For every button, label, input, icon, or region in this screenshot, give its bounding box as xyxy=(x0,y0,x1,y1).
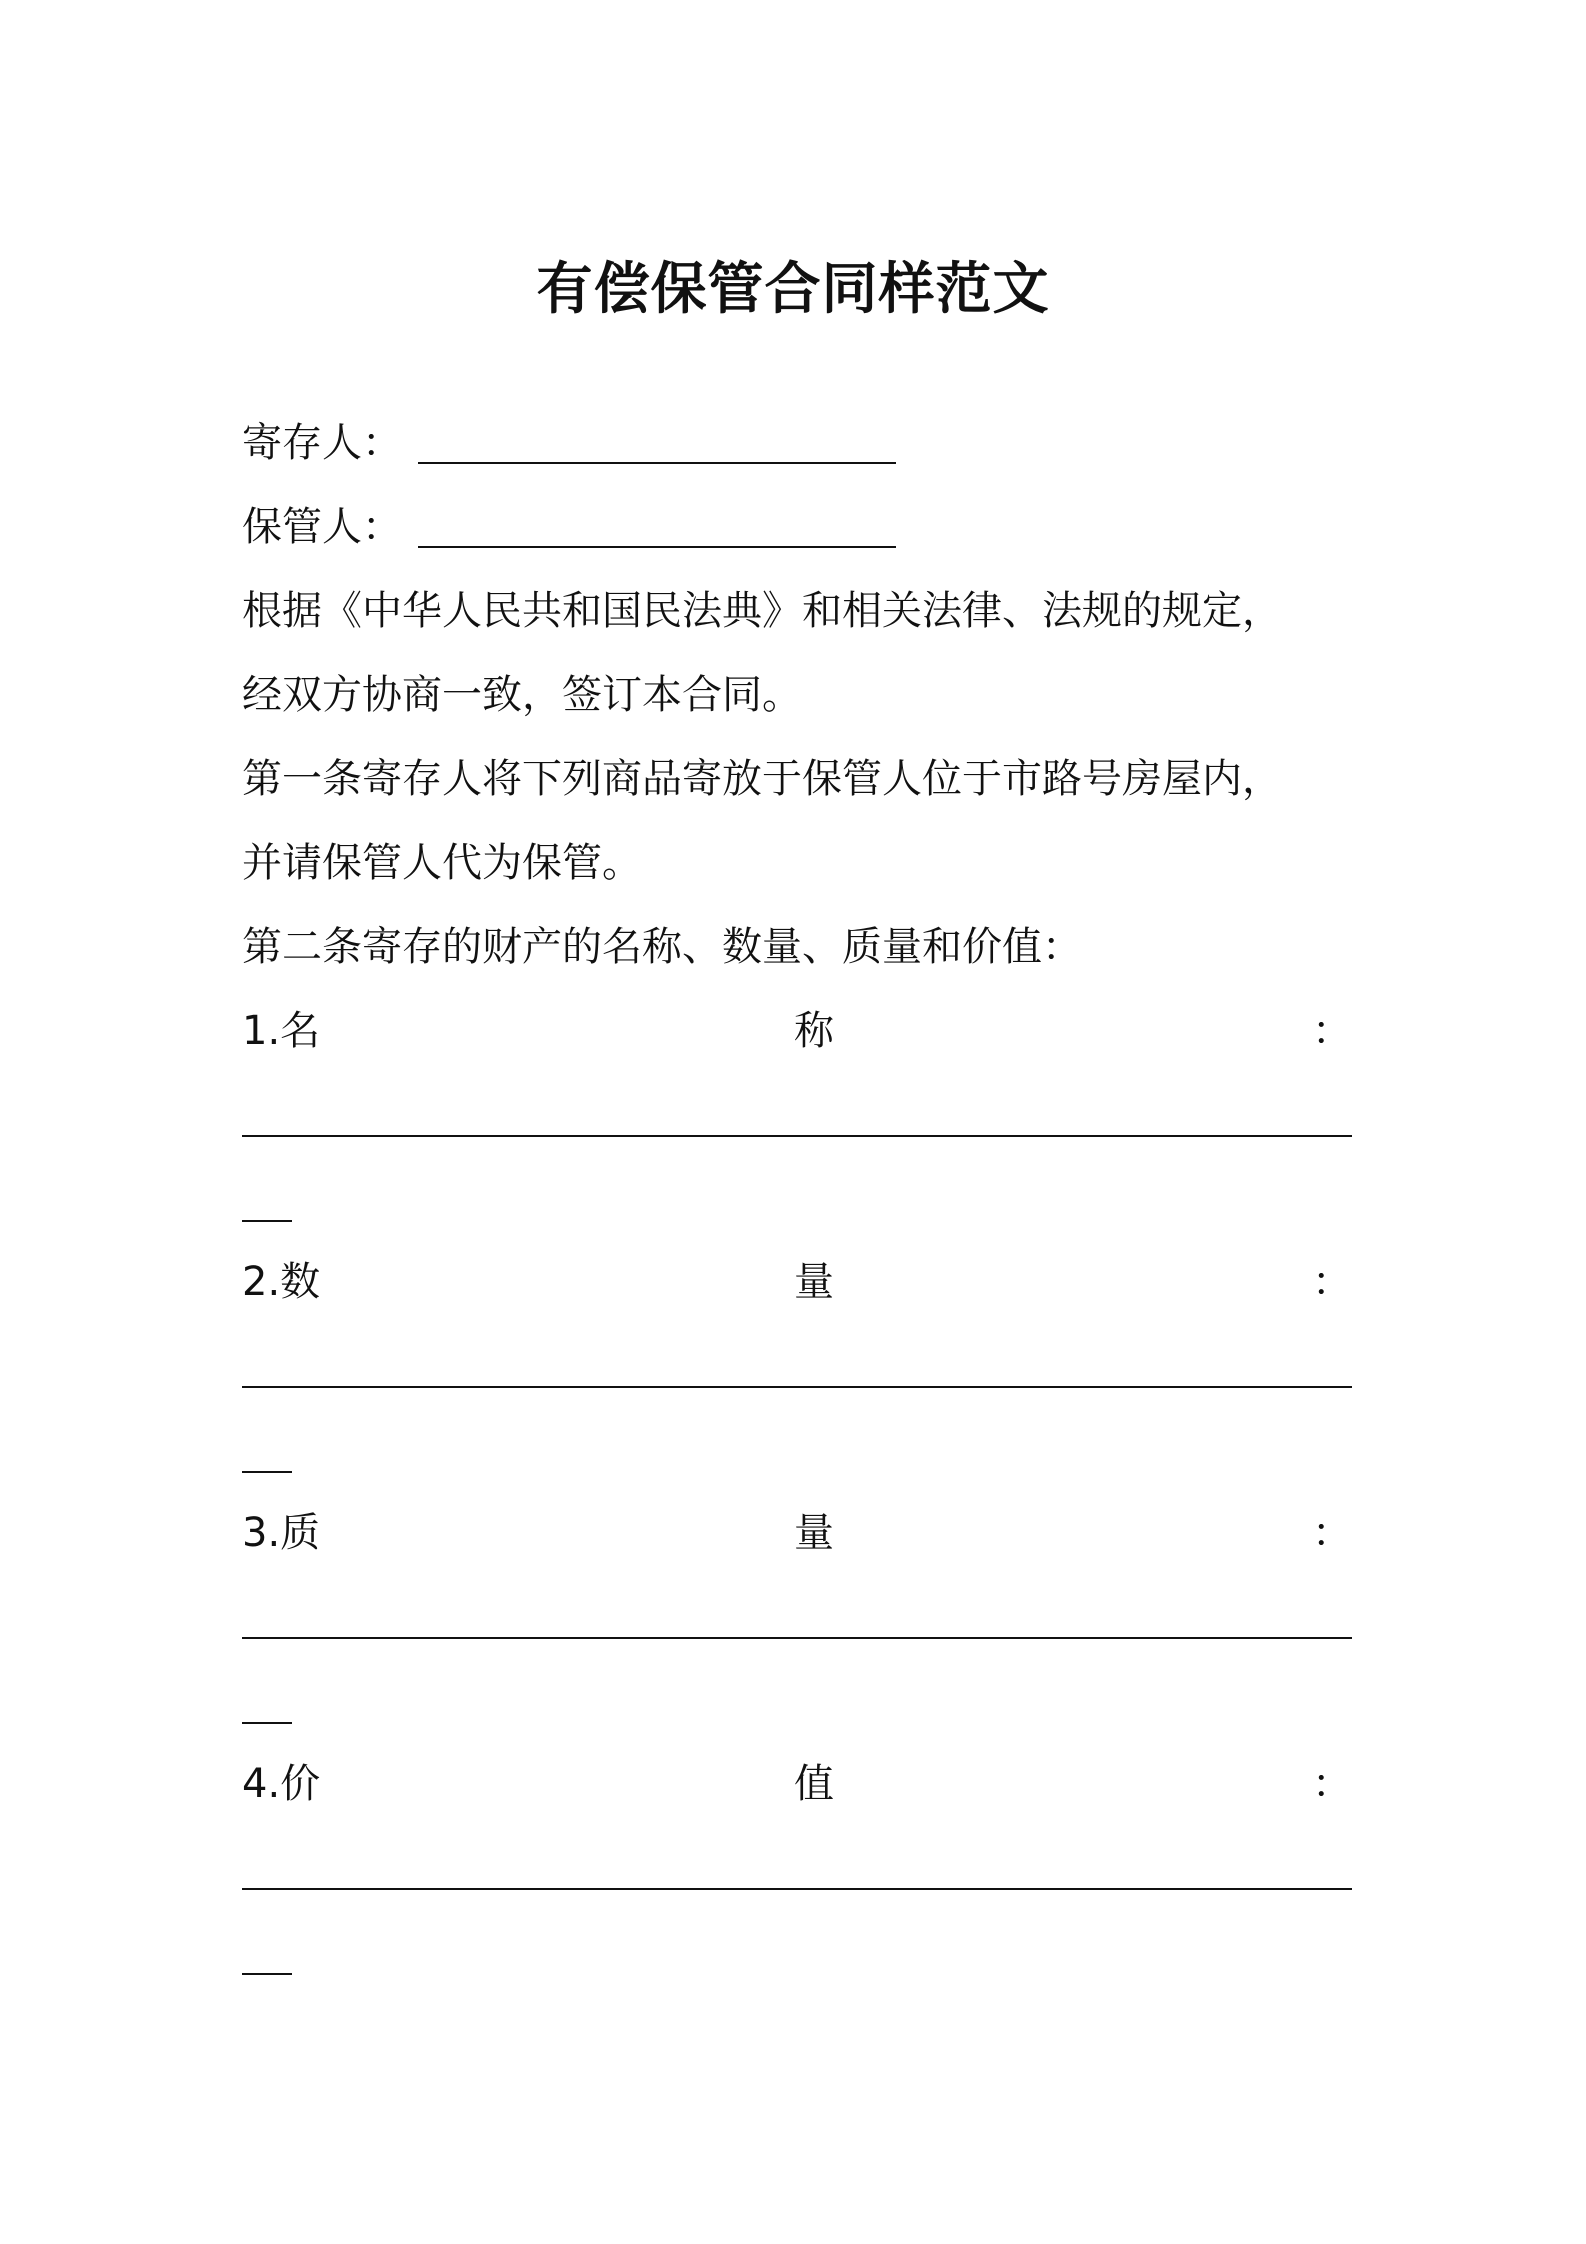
document-title: 有偿保管合同样范文 xyxy=(536,257,1050,322)
item-value-prefix: 4.价 xyxy=(242,1761,321,1807)
item-value-colon: ： xyxy=(1312,1761,1352,1807)
article-2: 第二条寄存的财产的名称、数量、质量和价值： xyxy=(242,924,1082,970)
item-quality-blank-continued[interactable] xyxy=(242,1722,292,1724)
article-1-line-1: 第一条寄存人将下列商品寄放于保管人位于市路号房屋内， xyxy=(242,756,1282,802)
item-name-blank-continued[interactable] xyxy=(242,1220,292,1222)
item-quality-row xyxy=(242,1505,1352,1561)
item-quality-blank[interactable] xyxy=(242,1637,1352,1639)
item-value-blank[interactable] xyxy=(242,1888,1352,1890)
keeper-blank[interactable] xyxy=(418,546,896,548)
item-quantity-colon: ： xyxy=(1312,1259,1352,1305)
keeper-label: 保管人： xyxy=(242,504,402,550)
item-name-row xyxy=(242,1003,1352,1059)
item-quality-colon: ： xyxy=(1312,1510,1352,1556)
item-quantity-middle: 量 xyxy=(794,1259,834,1305)
article-1-line-2: 并请保管人代为保管。 xyxy=(242,840,642,886)
depositor-row xyxy=(242,415,896,471)
item-name-middle: 称 xyxy=(794,1008,834,1054)
item-name-prefix: 1.名 xyxy=(242,1008,321,1054)
item-value-row xyxy=(242,1756,1352,1812)
keeper-row xyxy=(242,499,896,555)
item-name-blank[interactable] xyxy=(242,1135,1352,1137)
depositor-label: 寄存人： xyxy=(242,420,402,466)
paragraph-1-line-2: 经双方协商一致，签订本合同。 xyxy=(242,672,802,718)
paragraph-1-line-1: 根据《中华人民共和国民法典》和相关法律、法规的规定， xyxy=(242,588,1282,634)
item-quantity-prefix: 2.数 xyxy=(242,1259,321,1305)
item-quality-middle: 量 xyxy=(794,1510,834,1556)
item-quantity-blank-continued[interactable] xyxy=(242,1471,292,1473)
item-quantity-blank[interactable] xyxy=(242,1386,1352,1388)
item-quality-prefix: 3.质 xyxy=(242,1510,321,1556)
item-value-middle: 值 xyxy=(794,1761,834,1807)
item-quantity-row xyxy=(242,1254,1352,1310)
item-value-blank-continued[interactable] xyxy=(242,1973,292,1975)
item-name-colon: ： xyxy=(1312,1008,1352,1054)
depositor-blank[interactable] xyxy=(418,462,896,464)
